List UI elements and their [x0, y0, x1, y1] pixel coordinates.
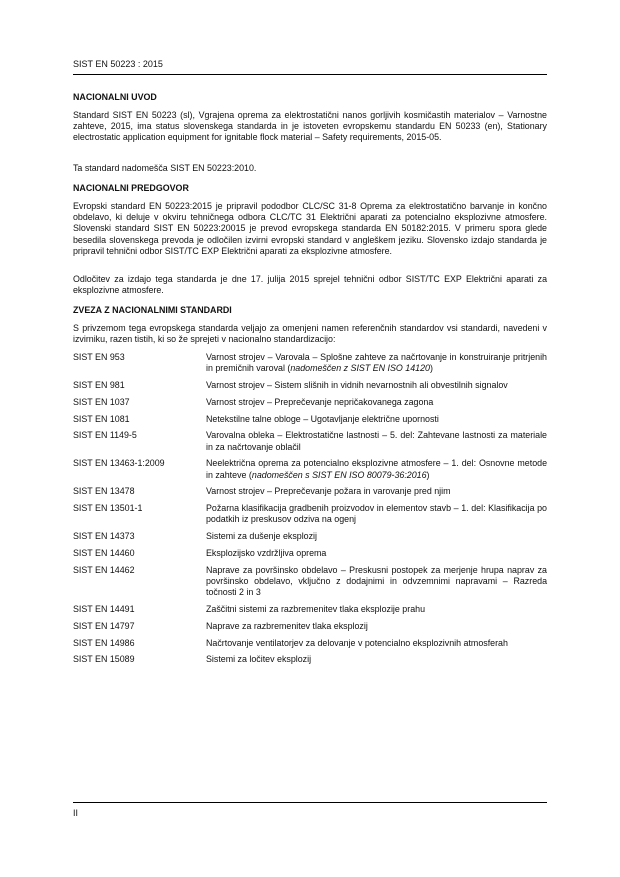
standard-code: SIST EN 1149-5	[73, 430, 137, 441]
predgovor-paragraph: Evropski standard EN 50223:2015 je pripravil pododbor CLC/SC 31-8 Oprema za elektrostatično barvanje in končno obdelavo, ki deluje v okviru tehničnega odbora CLC/TC 31 Električni aparati za potencialno eksplozivne atmosfere. Slovenski standard SIST EN 50223:20015 je prevod evropskega standarda EN 50182:2015. V primeru spora glede besedila slovenskega prevoda je odločilen izvirni evropski standard v angleškem jeziku. Slovensko izdajo standarda je pripravil tehnični odbor SIST/TC EXP Električni aparati za eksplozivne atmosfere.	[73, 201, 547, 256]
table-row	[73, 486, 547, 497]
table-row	[73, 503, 547, 525]
title-text: Načrtovanje ventilatorjev za delovanje v potencialno eksplozivnih atmosferah	[206, 637, 508, 648]
standards-table	[73, 352, 547, 671]
uvod-paragraph: Standard SIST EN 50223 (sl), Vgrajena oprema za elektrostatični nanos gorljivih kosmičastih materialov – Varnostne zahteve, 2015, ima status slovenskega standarda in je istoveten evropskemu standardu EN 50233 (en), Stationary electrostatic application equipment for ignitable flock material – Safety requirements, 2015-05.	[73, 110, 547, 143]
standard-code: SIST EN 14373	[73, 531, 135, 542]
title-text: Varnost strojev – Preprečevanje požara in varovanje pred njim	[206, 486, 451, 497]
table-row	[73, 414, 547, 425]
standard-title	[206, 430, 547, 452]
table-row	[73, 621, 547, 632]
standard-code: SIST EN 13478	[73, 486, 135, 497]
title-text: Naprave za površinsko obdelavo – Preskusni postopek za merjenje hrupa naprav za površinsko obdelavo, vključno z dodajnimi in odvzemnimi napravami – Razreda točnosti 2 in 3	[206, 564, 547, 598]
title-tail: )	[429, 363, 433, 374]
title-text: Eksplozijsko vzdržljiva oprema	[206, 547, 327, 558]
header-rule	[73, 74, 547, 75]
heading-zveza: ZVEZA Z NACIONALNIMI STANDARDI	[73, 305, 232, 315]
standard-title	[206, 621, 547, 632]
table-row	[73, 458, 547, 480]
standard-code: SIST EN 13501-1	[73, 503, 143, 514]
standard-title	[206, 352, 547, 374]
title-text: Naprave za razbremenitev tlaka eksplozij	[206, 620, 368, 631]
running-header: SIST EN 50223 : 2015	[73, 59, 163, 69]
table-row	[73, 565, 547, 599]
standard-title	[206, 486, 547, 497]
heading-nacionalni-uvod: NACIONALNI UVOD	[73, 92, 157, 102]
standard-title	[206, 548, 547, 559]
table-row	[73, 380, 547, 391]
standard-code: SIST EN 1081	[73, 413, 130, 424]
title-text: Varnost strojev – Preprečevanje nepričakovanega zagona	[206, 396, 434, 407]
standard-code: SIST EN 14460	[73, 547, 135, 558]
title-text: Varovalna obleka – Elektrostatične lastnosti – 5. del: Zahtevane lastnosti za materiale in za načrtovanje oblačil	[206, 430, 547, 452]
title-text: Zaščitni sistemi za razbremenitev tlaka eksplozije prahu	[206, 603, 426, 614]
table-row	[73, 531, 547, 542]
title-text: Netekstilne talne obloge – Ugotavljanje električne upornosti	[206, 413, 439, 424]
page-number: II	[73, 808, 78, 818]
replacement-note: nadomeščen z SIST EN ISO 14120	[290, 363, 430, 374]
standard-title	[206, 565, 547, 599]
standard-code: SIST EN 13463-1:2009	[73, 458, 165, 469]
table-row	[73, 604, 547, 615]
standard-code: SIST EN 15089	[73, 654, 135, 665]
standard-title	[206, 654, 547, 665]
standard-code: SIST EN 14491	[73, 603, 135, 614]
table-row	[73, 352, 547, 374]
standard-code: SIST EN 14986	[73, 637, 135, 648]
table-row	[73, 654, 547, 665]
uvod-replaces: Ta standard nadomešča SIST EN 50223:2010.	[73, 163, 257, 173]
standard-code: SIST EN 1037	[73, 396, 130, 407]
title-text: Neelektrična oprema za potencialno eksplozivne atmosfere – 1. del: Osnovne metode in zahteve (	[206, 458, 547, 480]
table-row	[73, 430, 547, 452]
zveza-paragraph: S privzemom tega evropskega standarda veljajo za omenjeni namen referenčnih standardov vsi standardi, navedeni v izvirniku, razen tistih, ki so že sprejeti v nacionalno standardizacijo:	[73, 323, 547, 345]
heading-nacionalni-predgovor: NACIONALNI PREDGOVOR	[73, 183, 189, 193]
standard-title	[206, 503, 547, 525]
standard-code: SIST EN 14797	[73, 620, 135, 631]
table-row	[73, 548, 547, 559]
standard-title	[206, 638, 547, 649]
title-text: Sistemi za dušenje eksplozij	[206, 531, 317, 542]
standard-title	[206, 380, 547, 391]
standard-code: SIST EN 953	[73, 352, 125, 362]
table-row	[73, 638, 547, 649]
title-text: Varnost strojev – Varovala – Splošne zahteve za načrtovanje in konstruiranje pritrjenih in premičnih varoval (	[206, 352, 547, 374]
footer-rule	[73, 802, 547, 803]
title-text: Sistemi za ločitev eksplozij	[206, 654, 312, 665]
table-row	[73, 397, 547, 408]
predgovor-decision: Odločitev za izdajo tega standarda je dne 17. julija 2015 sprejel tehnični odbor SIST/TC EXP Električni aparati za eksplozivne atmosfere.	[73, 274, 547, 296]
title-tail: )	[426, 469, 430, 480]
standard-code: SIST EN 981	[73, 380, 125, 390]
standard-title	[206, 458, 547, 480]
standard-title	[206, 397, 547, 408]
title-text: Varnost strojev – Sistem slišnih in vidnih nevarnostnih ali obvestilnih signalov	[206, 380, 508, 390]
standard-title	[206, 604, 547, 615]
title-text: Požarna klasifikacija gradbenih proizvodov in elementov stavb – 1. del: Klasifikacija po podatkih iz preskusov odziva na ogenj	[206, 503, 547, 525]
standard-title	[206, 414, 547, 425]
replacement-note: nadomeščen s SIST EN ISO 80079-36:2016	[251, 469, 427, 480]
standard-code: SIST EN 14462	[73, 564, 135, 575]
standard-title	[206, 531, 547, 542]
